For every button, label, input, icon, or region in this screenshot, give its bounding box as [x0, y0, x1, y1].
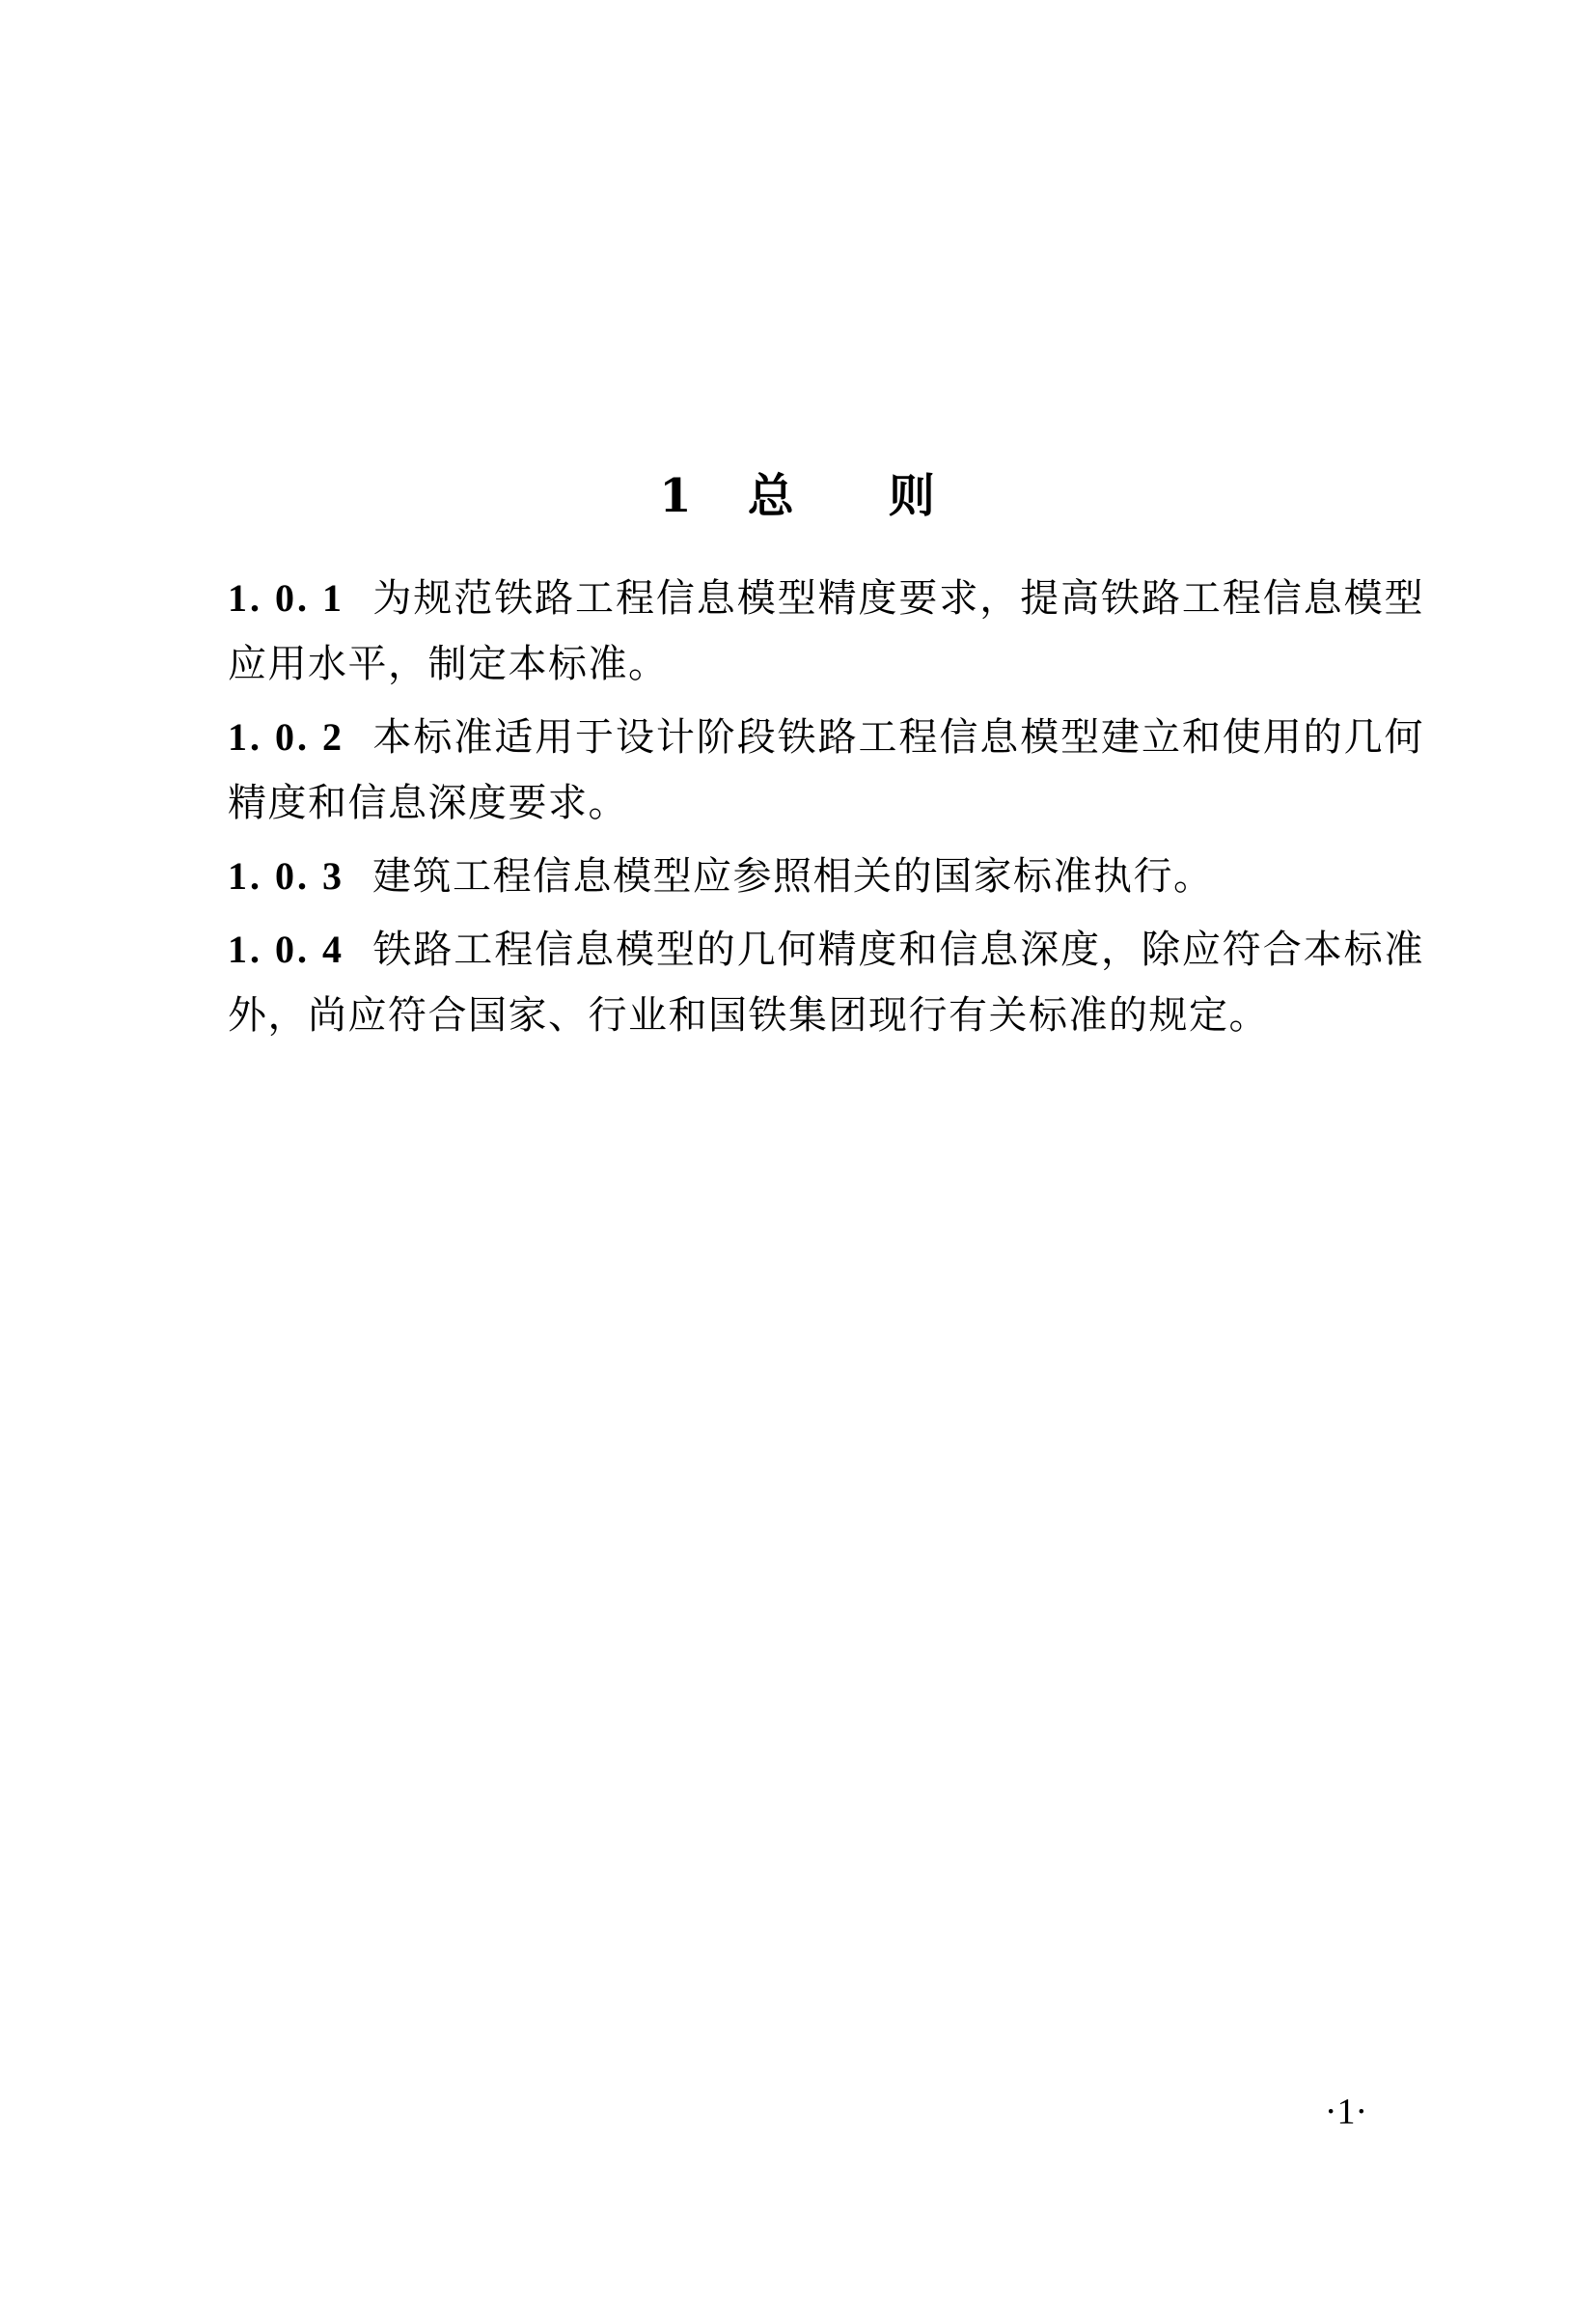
clause-number: 1. 0. 1: [228, 576, 344, 620]
clause-text: 铁路工程信息模型的几何精度和信息深度，除应符合本标准外，尚应符合国家、行业和国铁集团现行有关标准的规定。: [228, 928, 1424, 1038]
clause-text: 建筑工程信息模型应参照相关的国家标准执行。: [372, 854, 1214, 899]
clause-1-0-2: [228, 705, 1424, 836]
clause-text: 为规范铁路工程信息模型精度要求，提高铁路工程信息模型应用水平，制定本标准。: [228, 576, 1424, 686]
clause-number: 1. 0. 4: [228, 928, 344, 971]
chapter-number: 1: [659, 469, 694, 524]
chapter-body: [228, 566, 1424, 1056]
clause-number: 1. 0. 2: [228, 715, 344, 759]
clause-1-0-4: [228, 917, 1424, 1048]
chapter-title: [0, 467, 1596, 525]
clause-number: 1. 0. 3: [228, 854, 344, 898]
chapter-title-char-1: 总: [747, 469, 796, 524]
chapter-title-char-2: 则: [888, 469, 937, 524]
clause-1-0-1: [228, 566, 1424, 697]
page-number: ·1·: [1324, 2092, 1368, 2132]
clause-1-0-3: [228, 844, 1424, 909]
clause-text: 本标准适用于设计阶段铁路工程信息模型建立和使用的几何精度和信息深度要求。: [228, 715, 1424, 825]
